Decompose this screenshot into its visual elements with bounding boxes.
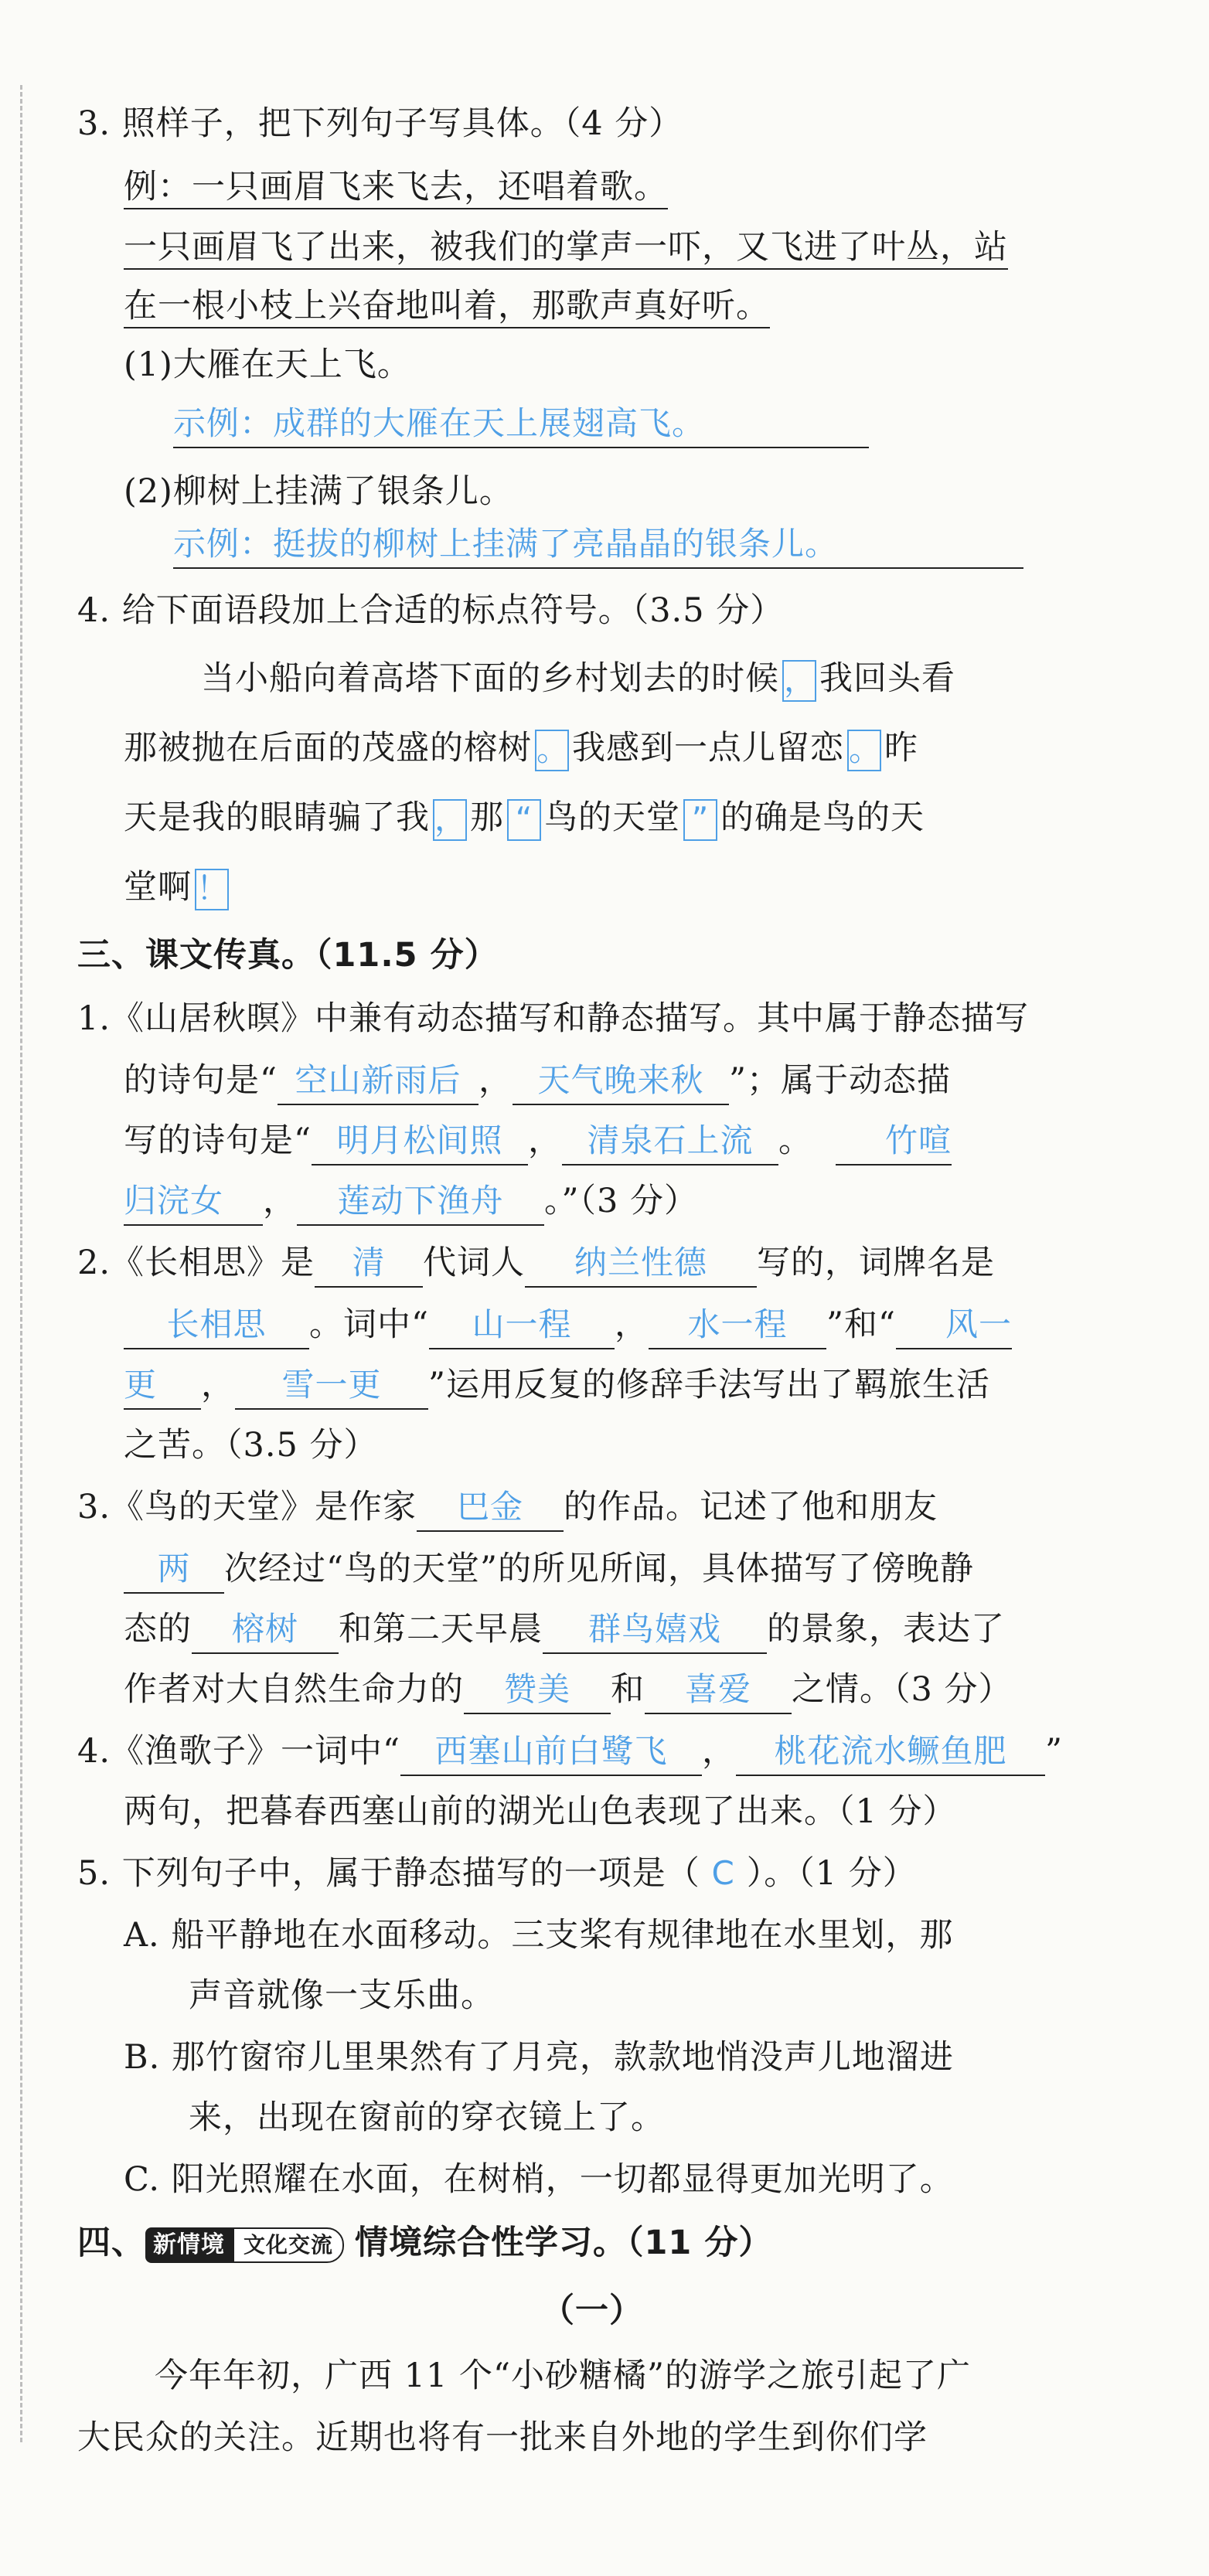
punct-box: ， (433, 799, 467, 841)
s3-q2-line1: 2.《长相思》是 清 代词人 纳兰性德 写的，词牌名是 (77, 1240, 995, 1288)
s3-q4-line2: 两句，把暮春西塞山前的湖光山色表现了出来。（1 分） (124, 1792, 957, 1831)
s3-q3-line4: 作者对大自然生命力的 赞美 和 喜爱 之情。（3 分） (124, 1666, 1013, 1714)
new-context-tag: 新情境 (145, 2227, 233, 2263)
punct-box: “ (507, 799, 541, 841)
s3-q5-option-c: C. 阳光照耀在水面，在树梢，一切都显得更加光明了。 (124, 2160, 954, 2199)
q4-line3: 天是我的眼睛骗了我 ，那 “ 鸟的天堂 ” 的确是鸟的天 (124, 795, 925, 841)
s3-q5-option-b-line2: 来，出现在窗前的穿衣镜上了。 (189, 2098, 665, 2137)
s3-q2-line4: 之苦。（3.5 分） (124, 1426, 378, 1465)
margin-dashed-rule (20, 85, 22, 2442)
s3-q2-line3: 更 ， 雪一更 ”运用反复的修辞手法写出了羁旅生活 (124, 1362, 990, 1410)
q4-line4: 堂啊 ！ (124, 864, 232, 910)
culture-exchange-tag: 文化交流 (233, 2227, 344, 2263)
q4-line2: 那被抛在后面的茂盛的榕树 。我感到一点儿留恋 。昨 (124, 725, 918, 771)
punct-box: ” (683, 799, 717, 841)
q3-example: 例：一只画眉飞来飞去，还唱着歌。 (124, 164, 668, 210)
q3-item1: (1)大雁在天上飞。 (124, 345, 411, 384)
q3-item2: (2)柳树上挂满了银条儿。 (124, 472, 513, 511)
q3-item1-answer: 示例：成群的大雁在天上展翅高飞。 (173, 400, 869, 448)
s3-q5-option-b-line1: B. 那竹窗帘儿里果然有了月亮，款款地悄没声儿地溜进 (124, 2038, 954, 2077)
s3-q4-line1: 4.《渔歌子》一词中“ 西塞山前白鹭飞 ， 桃花流水鳜鱼肥 ” (77, 1728, 1063, 1776)
section4-paragraph-line2: 大民众的关注。近期也将有一批来自外地的学生到你们学 (77, 2418, 928, 2457)
s3-q5-line1: 5. 下列句子中，属于静态描写的一项是（ C ）。（1 分） (77, 1850, 917, 1897)
q3-example-answer-line1: 一只画眉飞了出来，被我们的掌声一吓，又飞进了叶丛，站 (124, 224, 1008, 271)
s3-q1-line1: 1.《山居秋暝》中兼有动态描写和静态描写。其中属于静态描写 (77, 999, 1030, 1038)
punct-box: ， (782, 660, 816, 702)
punct-box: 。 (847, 730, 881, 771)
s3-q3-line2: 两 次经过“鸟的天堂”的所见所闻，具体描写了傍晚静 (124, 1546, 974, 1594)
s3-q5-option-a-line2: 声音就像一支乐曲。 (189, 1976, 495, 2015)
section4-paragraph-line1: 今年年初，广西 11 个“小砂糖橘”的游学之旅引起了广 (155, 2357, 972, 2395)
q4-title: 4. 给下面语段加上合适的标点符号。（3.5 分） (77, 591, 785, 630)
section4-header: 四、 新情境 文化交流 情境综合性学习。（11 分） (77, 2224, 773, 2262)
q3-title: 3. 照样子，把下列句子写具体。（4 分） (77, 104, 683, 143)
q5-answer: C (711, 1854, 735, 1892)
s3-q1-line2: 的诗句是“ 空山新雨后 ， 天气晚来秋 ”；属于动态描 (124, 1057, 951, 1105)
s3-q3-line3: 态的 榕树 和第二天早晨 群鸟嬉戏 的景象，表达了 (124, 1606, 1005, 1654)
s3-q3-line1: 3.《鸟的天堂》是作家 巴金 的作品。记述了他和朋友 (77, 1484, 938, 1532)
q3-item2-answer: 示例：挺拔的柳树上挂满了亮晶晶的银条儿。 (173, 521, 1023, 569)
s3-q5-option-a-line1: A. 船平静地在水面移动。三支桨有规律地在水里划，那 (124, 1916, 954, 1955)
s3-q1-line4: 归浣女 ， 莲动下渔舟 。”（3 分） (124, 1178, 698, 1226)
q3-example-answer-line2: 在一根小枝上兴奋地叫着，那歌声真好听。 (124, 283, 770, 329)
section4-subheading: （一） (541, 2292, 643, 2330)
punct-box: 。 (535, 730, 569, 771)
q4-line1: 当小船向着高塔下面的乡村划去的时候 ，我回头看 (201, 655, 955, 702)
s3-q2-line2: 长相思 。词中“ 山一程 ， 水一程 ”和“ 风一 (124, 1302, 1012, 1349)
punct-box: ！ (195, 869, 229, 910)
s3-q1-line3: 写的诗句是“ 明月松间照 ， 清泉石上流 。 竹喧 (124, 1118, 952, 1165)
section3-title: 三、课文传真。（11.5 分） (77, 936, 499, 975)
